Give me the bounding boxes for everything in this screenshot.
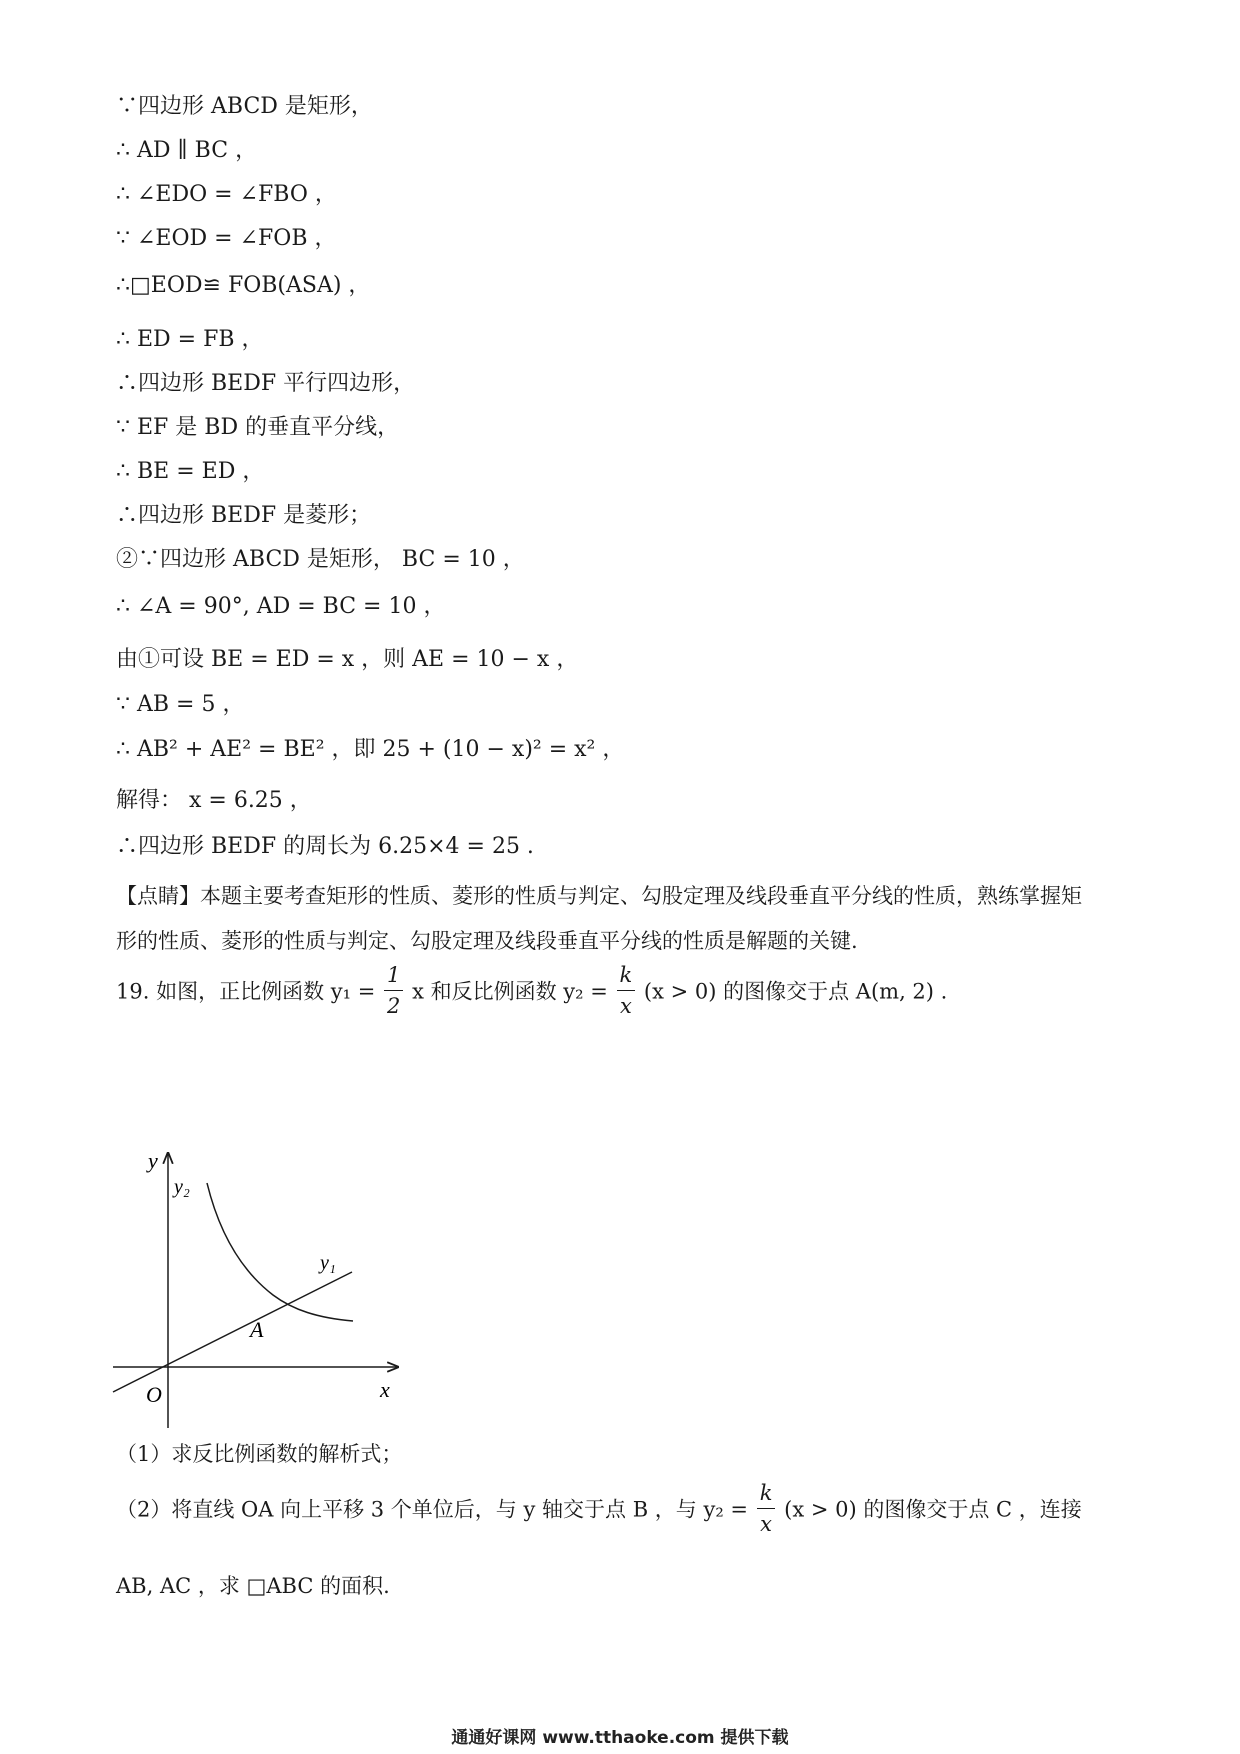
solution-line-4: ∵ ∠EOD = ∠FOB ， (116, 226, 337, 251)
solution-line-15: ∴ AB² + AE² = BE² ，即 25 + (10 − x)² = x² ， (116, 737, 625, 762)
label-x: x (380, 1377, 390, 1402)
question-part-2-line-2: AB, AC ，求 □ABC 的面积. (116, 1574, 390, 1598)
solution-line-13: 由①可设 BE = ED = x ，则 AE = 10 − x ， (116, 647, 579, 672)
solution-line-3: ∴ ∠EDO = ∠FBO ， (116, 182, 337, 207)
solution-line-9: ∴ BE = ED ， (116, 459, 265, 484)
label-point-a: A (250, 1317, 264, 1342)
solution-line-7: ∴四边形 BEDF 平行四边形， (116, 371, 416, 396)
label-origin: O (146, 1382, 162, 1407)
question-part-1: （1）求反比例函数的解析式； (116, 1442, 403, 1466)
solution-line-11: ②∵四边形 ABCD 是矩形， BC = 10 ， (116, 547, 525, 572)
question-part-2 (116, 1478, 1082, 1539)
question-19-prefix: 19. 如图，正比例函数 y₁ = (116, 979, 376, 1004)
fraction-k-over-x (757, 1478, 776, 1539)
note-line-2: 形的性质、菱形的性质与判定、勾股定理及线段垂直平分线的性质是解题的关键. (116, 929, 858, 953)
question-19 (116, 960, 947, 1021)
fraction-denominator: x (619, 994, 632, 1018)
solution-line-1: ∵四边形 ABCD 是矩形， (116, 94, 373, 119)
part-2-suffix: (x > 0) 的图像交于点 C ，连接 (784, 1497, 1082, 1522)
fraction-numerator: k (757, 1478, 776, 1509)
fraction-one-half (384, 960, 403, 1021)
part-2-prefix: （2）将直线 OA 向上平移 3 个单位后，与 y 轴交于点 B ，与 y₂ = (116, 1497, 749, 1522)
footer-watermark: 通通好课网 www.tthaoke.com 提供下载 (451, 1728, 789, 1748)
fraction-denominator: x (760, 1512, 772, 1536)
solution-line-2: ∴ AD ∥ BC ， (116, 138, 258, 163)
line-y1 (113, 1272, 352, 1392)
fraction-denominator: 2 (387, 994, 401, 1018)
fraction-numerator: 1 (384, 960, 403, 991)
fraction-k-over-x (617, 960, 636, 1021)
solution-line-16: 解得： x = 6.25 ， (116, 788, 312, 813)
question-19-suffix: (x > 0) 的图像交于点 A(m, 2) . (643, 979, 948, 1004)
solution-line-10: ∴四边形 BEDF 是菱形； (116, 503, 372, 528)
solution-line-12: ∴ ∠A = 90°, AD = BC = 10 ， (116, 594, 446, 619)
solution-line-17: ∴四边形 BEDF 的周长为 6.25×4 = 25 . (116, 834, 534, 859)
note-line-1: 【点睛】本题主要考查矩形的性质、菱形的性质与判定、勾股定理及线段垂直平分线的性质，熟练掌握矩 (116, 884, 1082, 908)
solution-line-14: ∵ AB = 5 ， (116, 692, 245, 717)
solution-line-5: ∴□EOD≌ FOB(ASA) ， (116, 273, 371, 298)
function-graph (108, 1138, 408, 1438)
label-y1: y₁ (320, 1252, 336, 1274)
question-19-mid: x 和反比例函数 y₂ = (412, 979, 608, 1004)
solution-line-6: ∴ ED = FB ， (116, 327, 264, 352)
fraction-numerator: k (617, 960, 636, 991)
solution-line-8: ∵ EF 是 BD 的垂直平分线， (116, 415, 400, 440)
label-y: y (148, 1148, 158, 1173)
label-y2: y₂ (174, 1176, 190, 1198)
